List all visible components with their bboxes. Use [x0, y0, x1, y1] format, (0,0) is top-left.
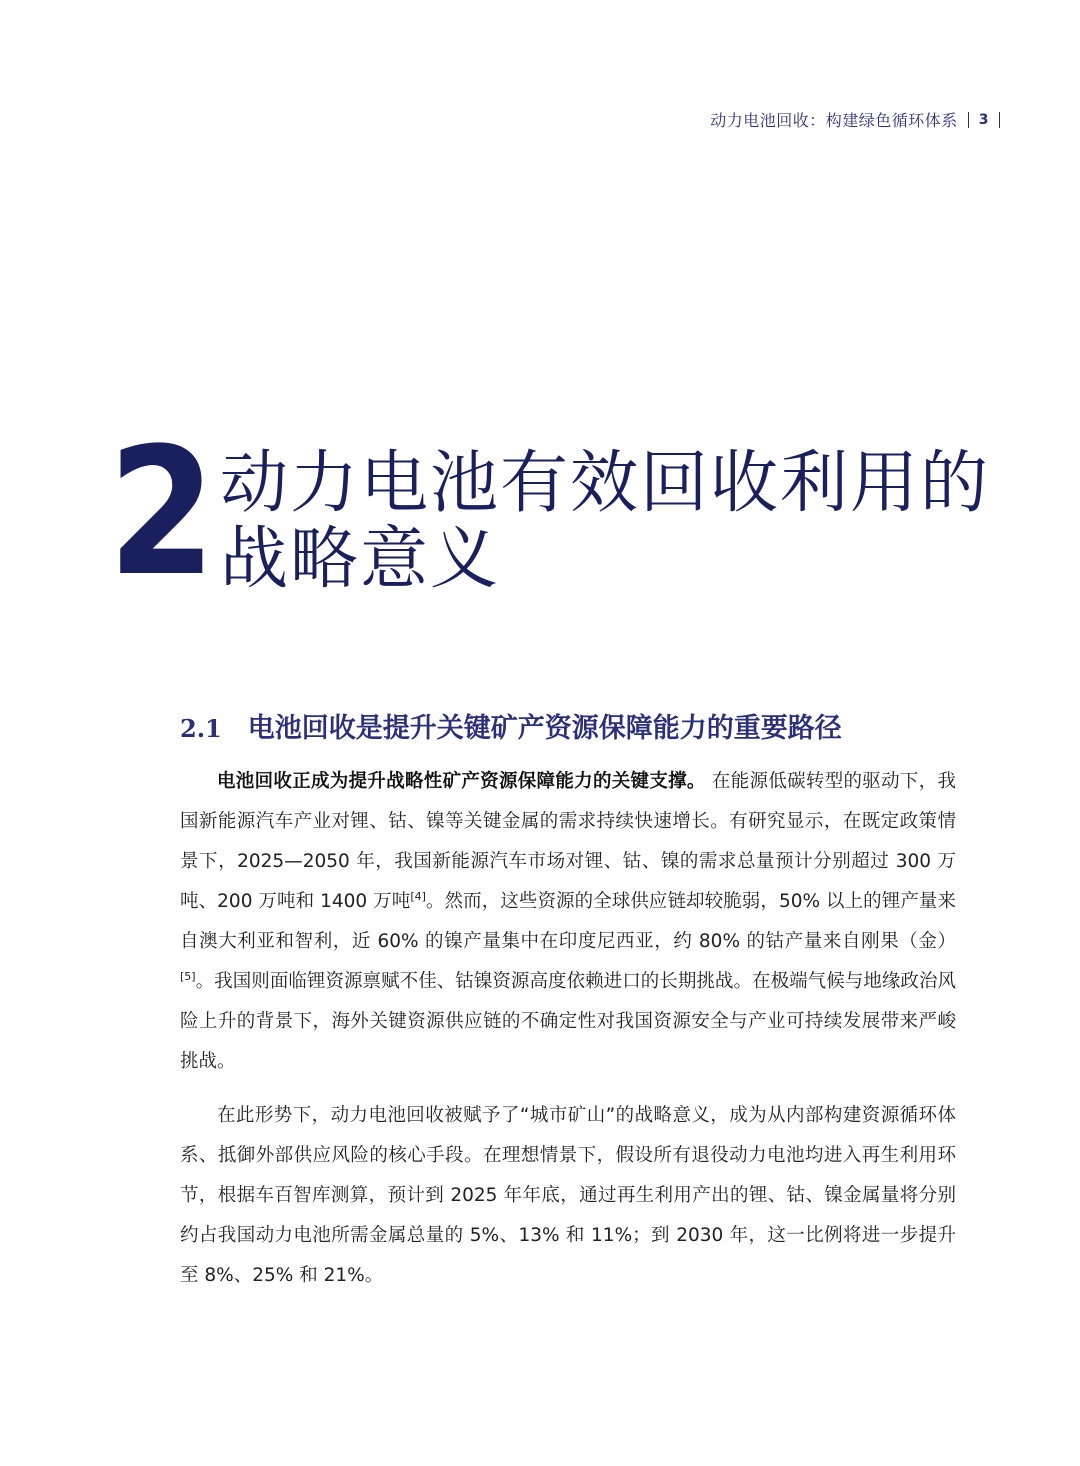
paragraph-1-text-2: 。然而，这些资源的全球供应链却较脆弱，50% 以上的锂产量来自澳大利亚和智利，近 60% 的镍产量集中在印度尼西亚，约 80% 的钴产量来自刚果（金）	[180, 891, 956, 952]
citation-4: [4]	[410, 889, 426, 903]
header-divider-right	[999, 112, 1000, 128]
citation-5: [5]	[180, 969, 196, 983]
chapter-heading	[108, 410, 991, 615]
body-text	[180, 762, 956, 1296]
header-divider-left	[968, 112, 969, 128]
chapter-number: 2	[108, 410, 216, 615]
section-title: 电池回收是提升关键矿产资源保障能力的重要路径	[247, 713, 842, 744]
paragraph-1-text-1: 在能源低碳转型的驱动下，我国新能源汽车产业对锂、钴、镍等关键金属的需求持续快速增长。有研究显示，在既定政策情景下，2025—2050 年，我国新能源汽车市场对锂、钴、镍的需求总量预计分别超过 300 万吨、200 万吨和 1400 万吨	[180, 771, 956, 912]
paragraph-1-lead: 电池回收正成为提升战略性矿产资源保障能力的关键支撑。	[217, 771, 706, 792]
chapter-title	[220, 446, 990, 598]
page-number: 3	[978, 111, 989, 128]
chapter-title-line-1: 动力电池有效回收利用的	[220, 444, 991, 523]
section-heading	[180, 706, 842, 745]
running-header	[710, 108, 1000, 131]
paragraph-2: 在此形势下，动力电池回收被赋予了“城市矿山”的战略意义，成为从内部构建资源循环体系、抵御外部供应风险的核心手段。在理想情景下，假设所有退役动力电池均进入再生利用环节，根据车百智库测算，预计到 2025 年年底，通过再生利用产出的锂、钴、镍金属量将分别约占我国动力电池所需金属总量的 5%、13% 和 11%；到 2030 年，这一比例将进一步提升至 8%、25% 和 21%。	[180, 1105, 956, 1286]
running-title: 动力电池回收：构建绿色循环体系	[710, 111, 958, 130]
chapter-title-line-2: 战略意义	[220, 520, 501, 599]
paragraph-1	[180, 762, 956, 1082]
section-number: 2.1	[180, 714, 222, 743]
paragraph-1-text-3: 。我国则面临锂资源禀赋不佳、钴镍资源高度依赖进口的长期挑战。在极端气候与地缘政治风险上升的背景下，海外关键资源供应链的不确定性对我国资源安全与产业可持续发展带来严峻挑战。	[180, 971, 956, 1072]
